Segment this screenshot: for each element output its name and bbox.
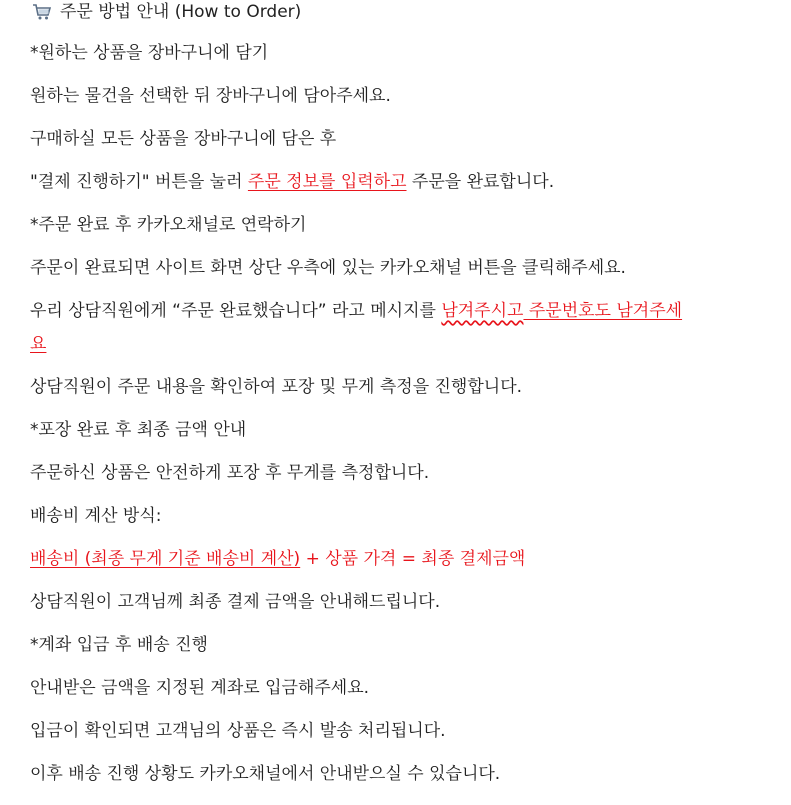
text-line: 구매하실 모든 상품을 장바구니에 담은 후 bbox=[30, 129, 337, 149]
highlight-text: 주문번호도 남겨주세 bbox=[523, 301, 683, 321]
section-heading-packing: *포장 완료 후 최종 금액 안내 bbox=[30, 420, 247, 440]
text-segment: 우리 상담직원에게 “주문 완료했습니다” 라고 메시지를 bbox=[30, 301, 442, 321]
text-line: 상담직원이 주문 내용을 확인하여 포장 및 무게 측정을 진행합니다. bbox=[30, 377, 523, 397]
text-line-message-cont bbox=[30, 334, 771, 354]
text-segment: "결제 진행하기" 버튼을 눌러 bbox=[30, 172, 248, 192]
text-line: 원하는 물건을 선택한 뒤 장바구니에 담아주세요. bbox=[30, 86, 391, 106]
text-line: 상담직원이 고객님께 최종 결제 금액을 안내해드립니다. bbox=[30, 592, 441, 612]
text-line: 입금이 확인되면 고객님의 상품은 즉시 발송 처리됩니다. bbox=[30, 721, 446, 741]
highlight-text: 배송비 (최종 무게 기준 배송비 계산) bbox=[30, 549, 301, 569]
page-title: 주문 방법 안내 (How to Order) bbox=[60, 2, 302, 22]
text-line: 안내받은 금액을 지정된 계좌로 입금해주세요. bbox=[30, 678, 370, 698]
text-segment: + 상품 가격 = 최종 결제금액 bbox=[300, 549, 526, 569]
text-line-message bbox=[30, 301, 771, 321]
section-heading-kakao: *주문 완료 후 카카오채널로 연락하기 bbox=[30, 215, 307, 235]
formula-line bbox=[30, 549, 771, 569]
text-line: 이후 배송 진행 상황도 카카오채널에서 안내받으실 수 있습니다. bbox=[30, 764, 501, 784]
shopping-cart-icon bbox=[32, 2, 52, 22]
text-segment: 주문을 완료합니다. bbox=[406, 172, 555, 192]
highlight-text: 요 bbox=[30, 334, 47, 354]
text-line: 주문하신 상품은 안전하게 포장 후 무게를 측정합니다. bbox=[30, 463, 430, 483]
section-heading-cart: *원하는 상품을 장바구니에 담기 bbox=[30, 43, 269, 63]
section-heading-payment: *계좌 입금 후 배송 진행 bbox=[30, 635, 208, 655]
text-line: 배송비 계산 방식: bbox=[30, 506, 162, 526]
page-title-row bbox=[32, 2, 771, 22]
highlight-text: 남겨주시고 bbox=[441, 301, 524, 321]
text-line: 주문이 완료되면 사이트 화면 상단 우측에 있는 카카오채널 버튼을 클릭해주세요. bbox=[30, 258, 626, 278]
highlight-text: 주문 정보를 입력하고 bbox=[247, 172, 407, 192]
text-line-checkout bbox=[30, 172, 771, 192]
